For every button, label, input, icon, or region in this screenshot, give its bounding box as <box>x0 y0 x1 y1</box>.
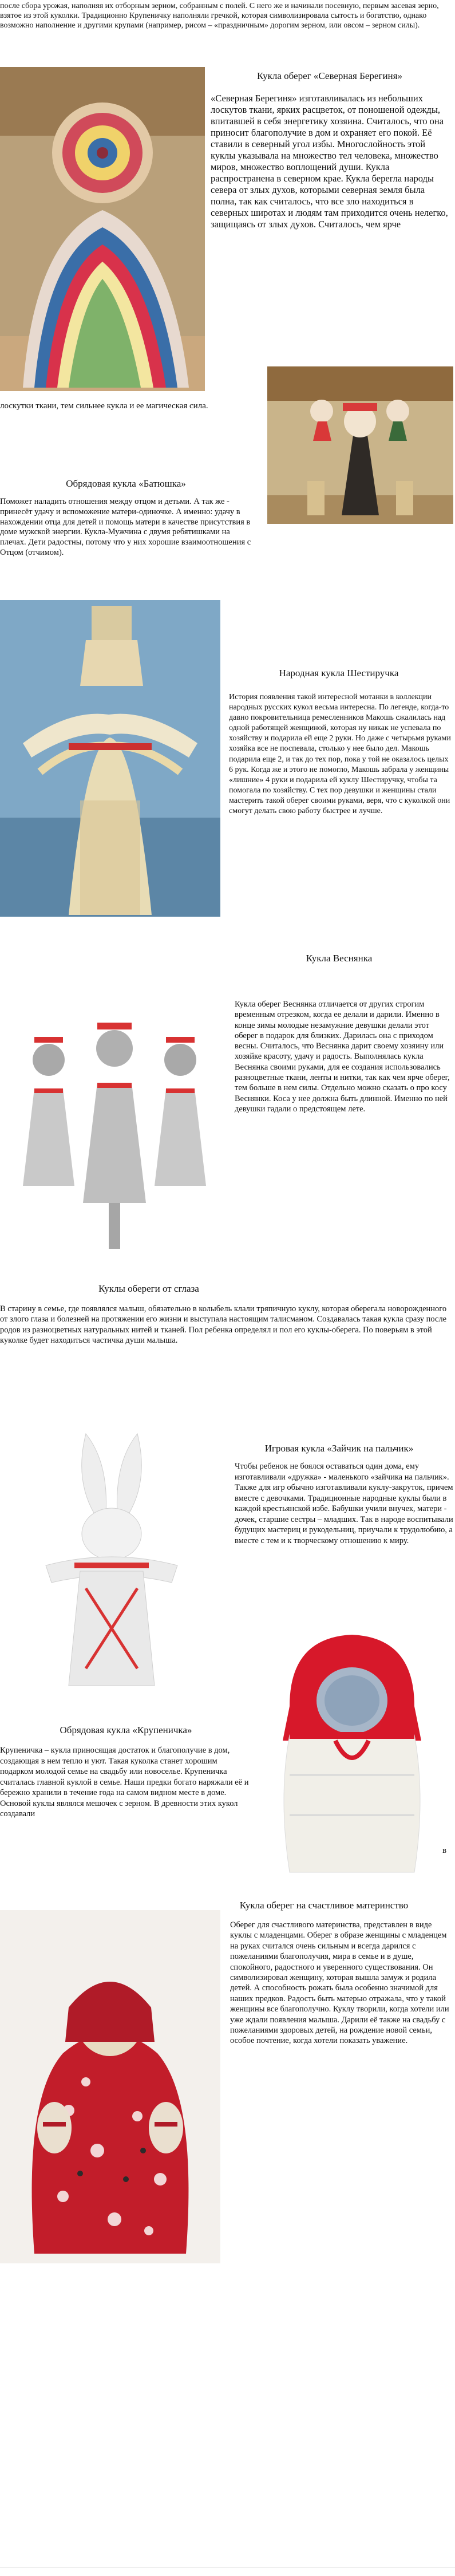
section-text-severnaya-cont: лоскутки ткани, тем сильнее кукла и ее магическая сила. <box>0 401 208 411</box>
severnaya-bereginya-photo <box>0 67 205 391</box>
section-text-krupenichka: Крупеничка – кукла приносящая достаток и благополучие в дом, создающая в нем тепло и уют. Такая куколка станет хорошим подарком молодой семье на свадьбу или новоселье. Крупеничка считалась главной куклой в семье. Наши предки богато наряжали её и бережно хранили в течение года на самом видном месте в доме. Основой куклы являлся мешочек с зерном. В древности этих кукол создавали <box>0 1746 249 1818</box>
section-title-materinstvo: Кукла оберег на счастливое материнство <box>239 1900 409 1911</box>
zaichik-photo <box>0 1417 223 1698</box>
section-title-krupenichka: Обрядовая кукла «Крупеничка» <box>60 1725 192 1735</box>
section-text-batyushka: Поможет наладить отношения между отцом и детьми. А так же - принесёт удачу и вспоможение матери-одиночке. А именно: удачу в нахождении отца для детей и помощь матери в качестве присутствия в доме мужской энергии. Кукла-Мужчина с двумя ребятишками на плечах. Дети радостны, потому что у них хорошие взаимоотношения с Отцом (отчимом). <box>0 497 251 557</box>
section-text-zaichik: Чтобы ребенок не боялся оставаться один дома, ему изготавливали «дружка» - маленького «зайчика на пальчик». Также для игр обычно изготавливали куклу-закруток, причем вместе с девочками. Традиционные народные куклы были в каждой крестьянской избе. Бабушки учили внучек, матери - дочек, старшие сестры – младших. Так в народе воспитывали будущих мастериц и рукодельниц, приучали к трудолюбию, а вместе с тем и к творческому отношению к миру. <box>235 1462 453 1545</box>
section-title-sglaz: Куклы обереги от сглаза <box>98 1283 199 1294</box>
krupenichka-photo <box>267 1626 437 1881</box>
section-title-vesnyanka: Кукла Веснянка <box>306 953 373 964</box>
section-text-sglaz: В старину в семье, где появлялся малыш, обязательно в колыбель клали тряпичную куклу, которая оберегала новорожденного от злого глаза и болезней на протяжении его жизни и выступала настоящим талисманом. Создавалась такая кукла сразу после родов из разноцветных натуральных нитей и тканей. Пол ребенка определял и пол его куклы-оберега. По поверьям в этой куколке будет находиться частичка души малыша. <box>0 1304 447 1345</box>
intro-paragraph: после сбора урожая, наполняя их отборным зерном, собранным с полей. С него же и начинали посевную, первым засевая зерно, взятое из этой куколки. Традиционно Крупеничку наполняли гречкой, которая символизировала сытость и богатство, однако возможно наполнение и другими крупами (например, рисом – «праздничным» дорогим зерном, или овсом – зерном силы). <box>0 2 439 30</box>
section-text-shestiruchka: История появления такой интересной мотанки в коллекции народных русских кукол весьма интересна. По легенде, когда-то давно покровительница ремесленников Макошь сжалилась над одной работящей женщиной, которая ну никак не успевала по хозяйству и подарила ей еще 2 руки. Но даже с четырьмя руками хозяйка все не поспевала, столько у нее было дел. Макошь подарила еще 2, и так до тех пор, пока у той не оказалось целых 6 рук. Когда же и этого не помогло, Макошь забрала у женщины «лишние» 4 руки и подарила ей куклу Шестиручку, чтобы та помогала по хозяйству. С тех пор девушки и женщины стали мастерить такой оберег своими руками, веря, что с куколкой они смогут делать свою работу быстрее и лучше. <box>229 693 451 816</box>
section-title-severnaya: Кукла оберег «Северная Берегиня» <box>257 70 402 81</box>
section-title-zaichik: Игровая кукла «Зайчик на пальчик» <box>264 1443 414 1454</box>
section-text-materinstvo: Оберег для счастливого материнства, представлен в виде куклы с младенцами. Оберег в образе женщины с младенцем на руках считался очень сильным и всегда дарился с пожеланиями благополучия, мира в семье и в душе, спокойного, радостного и уверенного существования. Он символизировал женщину, которая вышла замуж и родила детей. А способность рожать была особенно значимой для наших предков. Радость быть матерью отражала, что у такой женщины все благополучно. Куклу творили, когда хотели или уже ждали появления малыша. Дарили её также на свадьбу с пожеланиями здоровых детей, на рождение новой семьи, особое почтение, когда хотели показать уважение. <box>230 1920 449 2046</box>
materinstvo-photo <box>0 1910 220 2263</box>
vesnyanka-photo <box>0 917 225 1278</box>
section-text-vesnyanka: Кукла оберег Веснянка отличается от других строгим временным отрезком, когда ее делали и дарили. Именно в конце зимы молодые незамужние девушки делали этот оберег в подарок для близких. Дарилась она с приходом весны. Считалось, что Веснянка дарит своему хозяину или хозяйке красоту, удачу и радость. Выполнялась кукла Веснянка своими руками, для ее создания использовались разноцветные ткани, ленты и нитки, так как чем ярче оберег, тем больше в нем силы. Отдельно можно сказать о про косу Веснянки. Коса у нее должна быть длинной. Именно по ней девушки гадали о предстоящем лете. <box>235 1000 450 1114</box>
section-text-severnaya: «Северная Берегиня» изготавливалась из небольших лоскутов ткани, ярких расцветок, от поношеной одежды, впитавшей в себя энергетику хозяина. Считалось, что она приносит благополучие в дом и охраняет его покой. Её ставили в северный угол избы. Многослойность этой куклы указывала на множество тел человека, множество миров, множество воплощений души. Кукла распространена в северном крае. Кукла берегла народы севера от злых духов, которыми северная земля была полна, так как считалось, что все зло находиться в северных широтах и людям там приходится очень нелегко, защищаясь от злых духов. Считалось, чем ярче <box>211 93 448 230</box>
batyushka-photo <box>267 366 453 524</box>
section-title-shestiruchka: Народная кукла Шестиручка <box>279 668 399 678</box>
side-letter: в <box>442 1846 447 1855</box>
shestiruchka-photo <box>0 600 220 921</box>
page-bottom-divider <box>0 2567 455 2568</box>
section-title-batyushka: Обрядовая кукла «Батюшка» <box>66 478 186 489</box>
